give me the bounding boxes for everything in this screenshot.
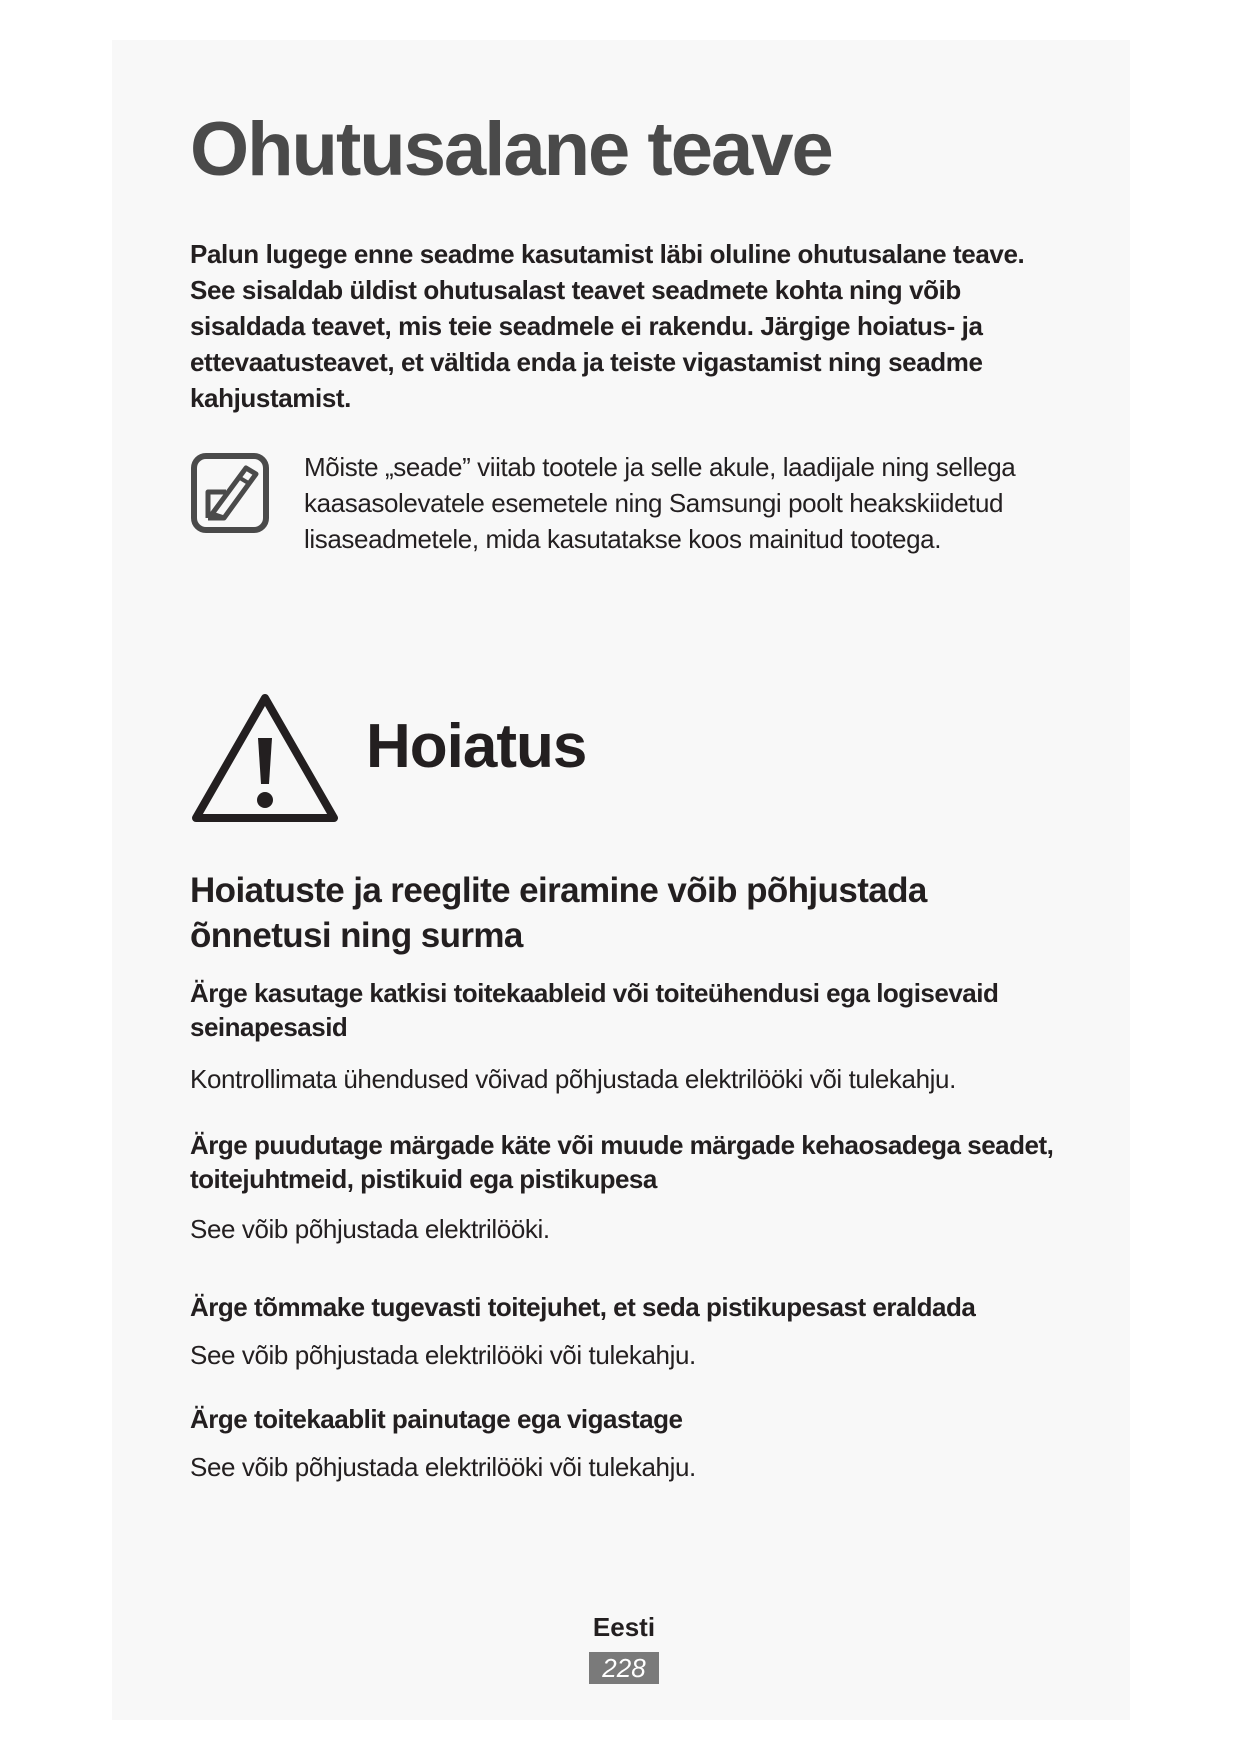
item-body: See võib põhjustada elektrilööki või tulekahju. xyxy=(190,1340,696,1370)
intro-paragraph: Palun lugege enne seadme kasutamist läbi oluline ohutusalane teave. See sisaldab üldist ohutusalast teavet seadmete kohta ning võib sisaldada teavet, mis teie seadmele ei rakendu. Järgige hoiatus- ja ettevaatusteavet, et vältida enda ja teiste vigastamist ning seadme kahjustamist. xyxy=(190,239,1025,413)
section-heading: Hoiatuste ja reeglite eiramine võib põhjustada õnnetusi ning surma xyxy=(190,871,927,955)
item-body: See võib põhjustada elektrilööki või tulekahju. xyxy=(190,1452,696,1482)
warning-triangle-icon xyxy=(190,690,340,826)
note-icon xyxy=(190,452,272,534)
item-body: See võib põhjustada elektrilööki. xyxy=(190,1214,550,1244)
item-body: Kontrollimata ühendused võivad põhjustada elektrilööki või tulekahju. xyxy=(190,1064,956,1094)
page-title: Ohutusalane teave xyxy=(190,107,832,192)
page-number: 228 xyxy=(589,1652,659,1684)
footer-language: Eesti xyxy=(592,1612,656,1642)
item-heading: Ärge toitekaablit painutage ega vigastage xyxy=(190,1404,683,1434)
item-heading: Ärge tõmmake tugevasti toitejuhet, et seda pistikupesast eraldada xyxy=(190,1292,976,1322)
item-heading: Ärge puudutage märgade käte või muude märgade kehaosadega seadet, toitejuhtmeid, pistikuid ega pistikupesa xyxy=(190,1130,1054,1194)
item-heading: Ärge kasutage katkisi toitekaableid või toiteühendusi ega logisevaid seinapesasid xyxy=(190,978,999,1042)
warning-title: Hoiatus xyxy=(366,712,587,781)
note-text: Mõiste „seade” viitab tootele ja selle akule, laadijale ning sellega kaasasolevatele esemetele ning Samsungi poolt heakskiidetud lisaseadmetele, mida kasutatakse koos mainitud tootega. xyxy=(304,452,1016,554)
